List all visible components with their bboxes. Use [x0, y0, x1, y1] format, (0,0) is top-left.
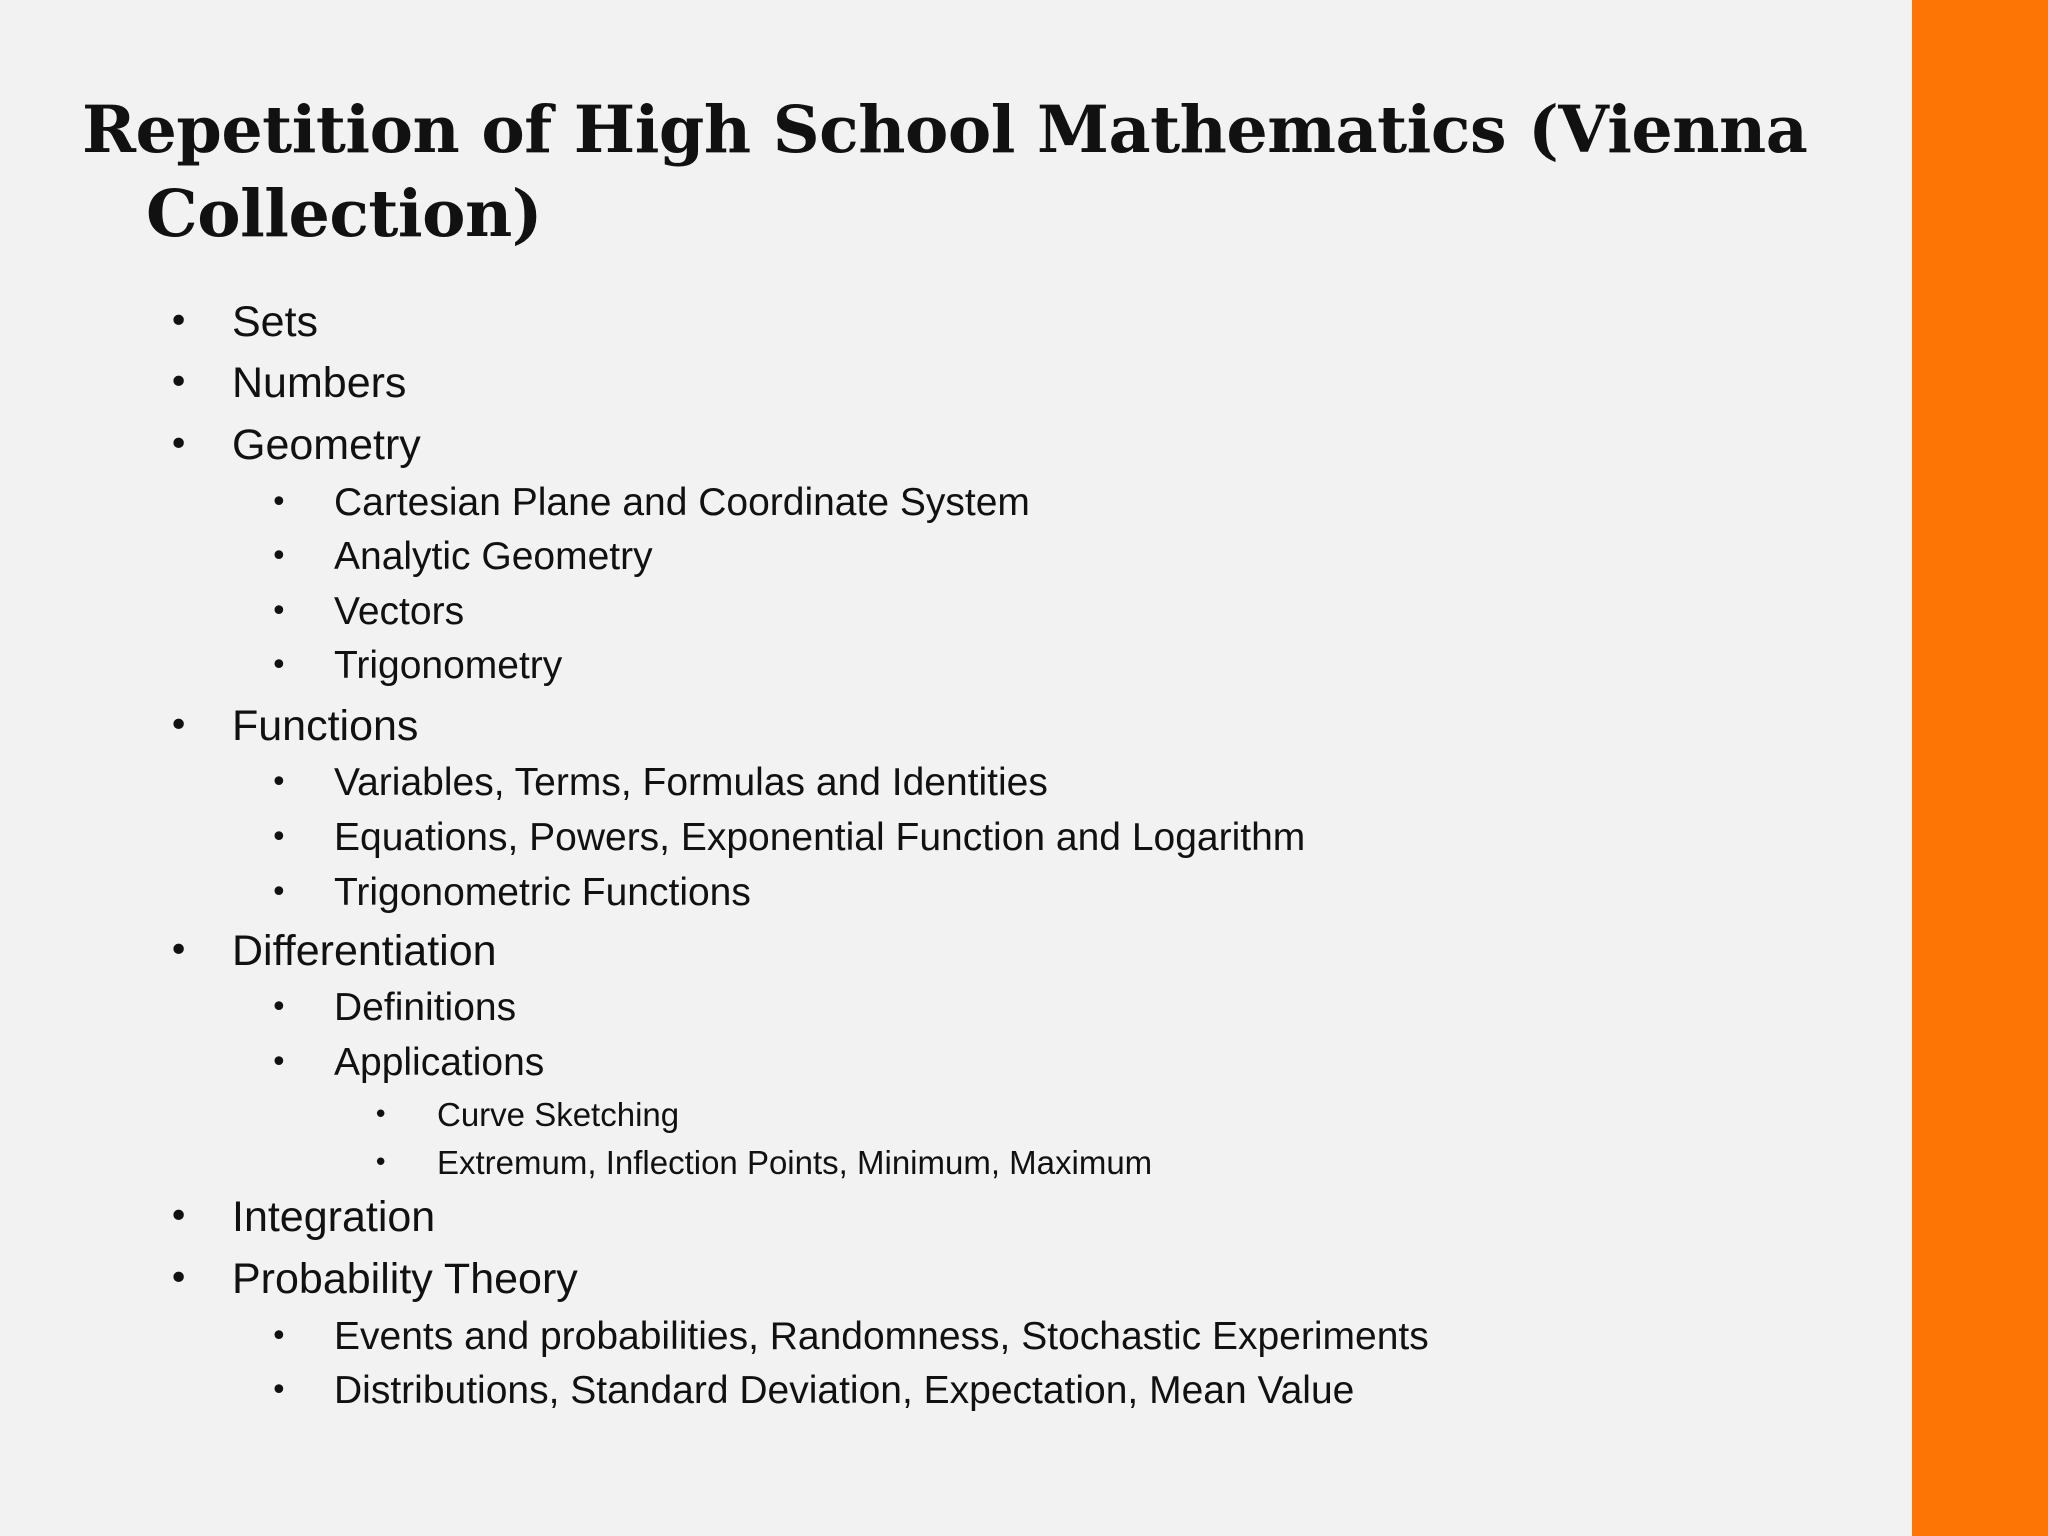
outline-item-text: Events and probabilities, Randomness, Stochastic Experiments — [334, 1315, 1429, 1358]
outline-item-text: Vectors — [334, 590, 465, 633]
outline-item-text: Variables, Terms, Formulas and Identities — [334, 761, 1048, 804]
bullet-icon: • — [168, 362, 190, 403]
bullet-icon: • — [168, 1258, 190, 1299]
bullet-icon: • — [270, 594, 288, 629]
bullet-icon: • — [270, 1045, 288, 1080]
bullet-icon: • — [270, 875, 288, 910]
outline-item-text: Applications — [334, 1041, 545, 1084]
bullet-icon: • — [168, 705, 190, 746]
orange-accent-bar — [1912, 0, 2048, 1536]
outline-item-text: Probability Theory — [232, 1255, 578, 1303]
outline-item-text: Numbers — [232, 359, 407, 407]
bullet-icon: • — [373, 1100, 389, 1130]
outline-item-text: Equations, Powers, Exponential Function and Logarithm — [334, 816, 1306, 859]
bullet-icon: • — [270, 1319, 288, 1354]
bullet-icon: • — [270, 539, 288, 574]
bullet-icon: • — [373, 1148, 389, 1178]
outline-item-text: Analytic Geometry — [334, 535, 653, 578]
outline-item-text: Trigonometric Functions — [334, 871, 751, 914]
bullet-icon: • — [270, 1373, 288, 1408]
bullet-icon: • — [168, 1196, 190, 1237]
outline-item-text: Geometry — [232, 421, 421, 469]
outline-item-text: Curve Sketching — [437, 1096, 680, 1133]
outline-item-text: Sets — [232, 298, 319, 346]
outline-item-text: Definitions — [334, 986, 517, 1029]
slide-title: Repetition of High School Mathematics (Vienna Collection) — [82, 92, 1808, 252]
bullet-icon: • — [270, 765, 288, 800]
outline-item-text: Functions — [232, 702, 419, 750]
bullet-icon: • — [270, 990, 288, 1025]
outline-item-text: Integration — [232, 1193, 436, 1241]
bullet-icon: • — [270, 820, 288, 855]
bullet-icon: • — [168, 930, 190, 971]
outline-item-text: Cartesian Plane and Coordinate System — [334, 481, 1030, 524]
bullet-icon: • — [168, 424, 190, 465]
outline-item-text: Differentiation — [232, 927, 497, 975]
outline-item-text: Extremum, Inflection Points, Minimum, Maximum — [437, 1144, 1153, 1181]
outline-item-text: Trigonometry — [334, 644, 563, 687]
outline-item-text: Distributions, Standard Deviation, Expectation, Mean Value — [334, 1369, 1355, 1412]
bullet-icon: • — [168, 301, 190, 342]
bullet-icon: • — [270, 648, 288, 683]
bullet-icon: • — [270, 485, 288, 520]
